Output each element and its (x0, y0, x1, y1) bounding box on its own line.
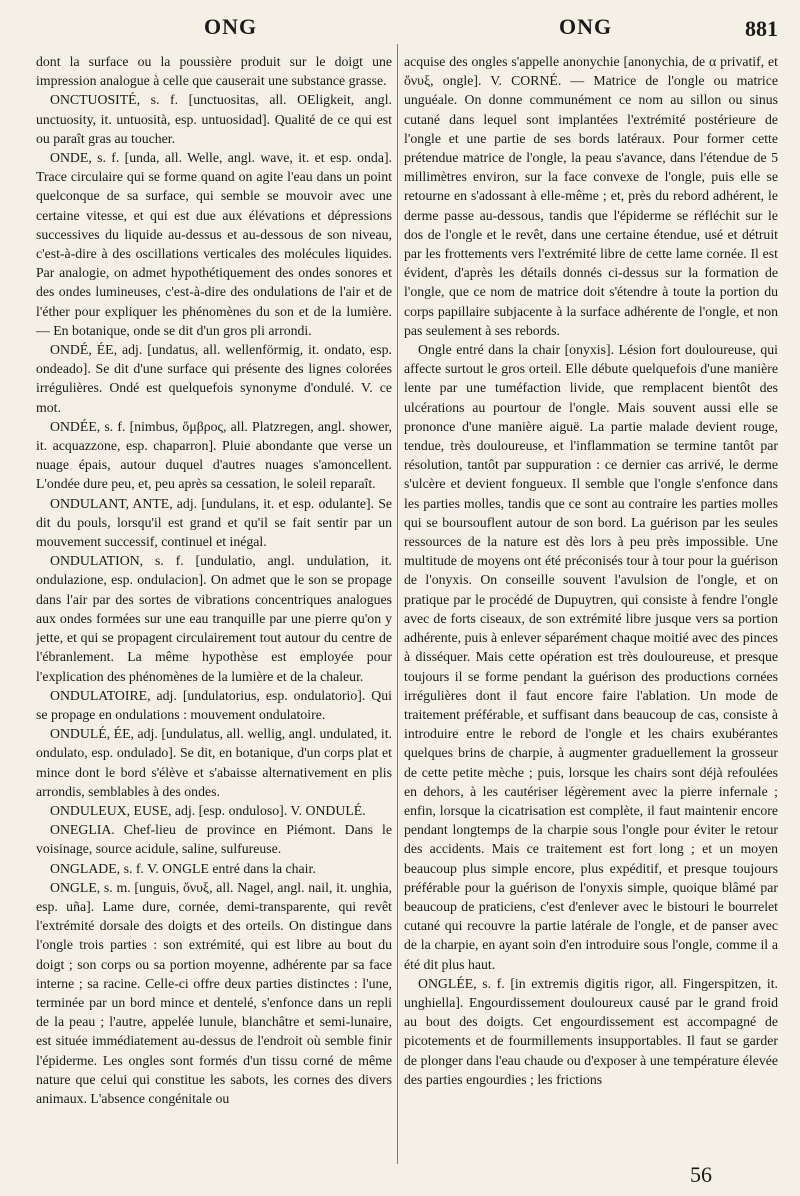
entry-onglade: ONGLADE, s. f. V. ONGLE entré dans la chair. (50, 860, 316, 876)
entry-ondee: ONDÉE, s. f. [nimbus, ὄμβρος, all. Platzregen, angl. shower, it. acquazzone, esp. chaparron]. Pluie abondante que verse un nuage épais, autour duquel d'autres nuages s'amoncellent. L'ondée dure peu, et, peu après sa cessation, le soleil reparaît. (36, 418, 392, 492)
right-column (404, 52, 778, 1196)
entry-onctuosite: ONCTUOSITÉ, s. f. [unctuositas, all. OEligkeit, angl. unctuosity, it. untuosità, esp. untuosidad]. Qualité de ce qui est ou paraît gras au toucher. (36, 92, 392, 146)
column-divider (397, 44, 398, 1164)
right-running-head: ONG (559, 14, 613, 39)
entry-ondule: ONDULÉ, ÉE, adj. [undulatus, all. wellig, angl. undulated, it. ondulato, esp. ondulado]. Se dit, en botanique, d'un corps plat et mince dont le bord s'élève et s'abaisse alternativement en plis arrondis, semblables à des ondes. (36, 726, 392, 799)
entry-ondulation: ONDULATION, s. f. [undulatio, angl. undulation, it. ondulazione, esp. ondulacion]. On admet que le son se propage dans l'air par des sortes de vibrations concentriques analogues aux ondes formées sur une eau tranquille par une pierre qu'on y jette, et qui se propagent circulairement tout autour du centre de l'ébranlement. La même hypothèse est employée pour l'explication des phénomènes de la lumière et de la chaleur. (36, 553, 392, 684)
entry-ondulatoire: ONDULATOIRE, adj. [undulatorius, esp. ondulatorio]. Qui se propage en ondulations : mouvement ondulatoire. (36, 687, 392, 722)
left-column (36, 52, 392, 1196)
page-number: 881 (745, 16, 778, 41)
entry-onde-adj: ONDÉ, ÉE, adj. [undatus, all. wellenförmig, it. ondato, esp. ondeado]. Se dit d'une surface qui présente des lignes colorées irrégulières. Ondé est quelquefois synonyme d'ondulé. V. ce mot. (36, 342, 392, 415)
entry-oneglia: ONEGLIA. Chef-lieu de province en Piémont. Dans le voisinage, source acidule, saline, sulfureuse. (36, 822, 392, 857)
entry-ondulant: ONDULANT, ANTE, adj. [undulans, it. et esp. odulante]. Se dit du pouls, lorsqu'il est grand et qu'il se fait sentir par un mouvement successif, continuel et inégal. (36, 495, 392, 550)
left-running-head: ONG (204, 14, 258, 39)
signature-mark: 56 (690, 1162, 712, 1187)
entry-onduleux: ONDULEUX, EUSE, adj. [esp. onduloso]. V. ONDULÉ. (50, 802, 366, 818)
entry-ongle: ONGLE, s. m. [unguis, ὄνυξ, all. Nagel, angl. nail, it. unghia, esp. uña]. Lame dure, cornée, demi-transparente, qui revêt l'extrémité dorsale des doigts et des orteils. On distingue dans l'ongle trois parties : son extrémité, qui est libre au bout du doigt ; son corps ou sa portion moyenne, adhérente par sa face interne ; sa racine. Celle-ci offre deux parties distinctes : l'une, terminée par un bord mince et dentelé, s'enfonce dans un repli de la peau ; l'autre, appelée lunule, blanchâtre et semi-lunaire, est située immédiatement au-dessus de l'endroit où semble finir l'épiderme. Les ongles sont formés d'un tissu corné de même nature que celui qui constitue les sabots, les cornes des divers animaux. L'absence congénitale ou (36, 879, 392, 1106)
paragraph: acquise des ongles s'appelle anonychie [anonychia, de α privatif, et ὄνυξ, ongle]. V. CORNÉ. — Matrice de l'ongle ou matrice unguéale. On donne communément ce nom au sillon ou sinus cutané dans lequel sont implantées l'extrémité postérieure de l'ongle et une partie de ses bords latéraux. Pour former cette prétendue matrice de l'ongle, la peau s'avance, dans l'étendue de 5 millimètres environ, sur la face convexe de l'ongle, puis elle se retourne en s'adossant à elle-même ; et, près du rebord adhérent, le derme passe au-dessous, tandis que l'épiderme se réfléchit sur le dos de l'ongle et le revêt, dans une certaine étendue, usé et détruit par les frottements vers l'extrémité libre de cette lame cornée. Il est évident, d'après les détails donnés ci-dessus sur la formation de l'ongle, que ce nom de matrice doit s'étendre à toute la portion du corps papillaire subjacente à la surface adhérente de l'ongle, et non pas seulement à ses rebords. (404, 54, 778, 338)
entry-onglee: ONGLÉE, s. f. [in extremis digitis rigor, all. Fingerspitzen, it. unghiella]. Engourdissement douloureux causé par le grand froid au bout des doigts. Cet engourdissement est accompagné de picotements et de fourmillements insupportables. Il faut se garder de plonger dans l'eau chaude ou d'exposer à une température élevée des parties engourdies ; les frictions (404, 975, 778, 1087)
paragraph: dont la surface ou la poussière produit sur le doigt une impression analogue à celle que causerait une substance grasse. (36, 54, 392, 89)
page-header (34, 10, 778, 50)
entry-onde: ONDE, s. f. [unda, all. Welle, angl. wave, it. et esp. onda]. Trace circulaire qui se forme quand on agite l'eau dans un point quelconque de sa surface, qui semble se mouvoir avec une certaine vitesse, et qui est due aux élévations et dépressions successives du liquide au-dessus et au-dessous de son niveau, c'est-à-dire à des oscillations verticales des molécules liquides. Par analogie, on admet hypothétiquement des ondes sonores et des ondes lumineuses, c'est-à-dire des ondulations de l'air et de l'éther pour expliquer les phénomènes du son et de la lumière. — En botanique, onde se dit d'un gros pli arrondi. (36, 150, 392, 338)
entry-ongle-entre: Ongle entré dans la chair [onyxis]. Lésion fort douloureuse, qui affecte surtout le gros orteil. Elle débute quelquefois d'une manière lente par une tuméfaction livide, que remplacent bientôt des ulcérations au pourtour de l'ongle. Mais souvent aussi elle se prononce d'une manière aiguë. La partie malade devient rouge, tendue, très douloureuse, et l'inflammation se termine tantôt par résolution, tantôt par suppuration : ce dernier cas arrivé, le derme s'ulcère et devient fongueux. Il semble que l'ongle s'enfonce dans les parties molles, tandis que ce sont au contraire les parties molles qui se boursouflent autour de son bord. La guérison par les seules ressources de la nature est dès lors à peu près impossible. Une multitude de moyens ont été préconisés tour à tour pour la guérison de l'onyxis. On conseille souvent l'avulsion de l'ongle, et on pratique par le procédé de Dupuytren, qui consiste à fendre l'ongle avec de forts ciseaux, de son extrémité libre jusque vers sa portion adhérente, puis à enlever séparément chaque moitié avec des pinces à disséquer. Mais cette opération est très douloureuse, et presque toujours il se forme pendant la guérison des productions cornées irrégulières dont il faut encore faire l'ablation. Un mode de traitement préférable, et suffisant dans beaucoup de cas, consiste à introduire entre le rebord de l'ongle et les chairs exubérantes quelques brins de charpie, à augmenter graduellement la grosseur de cette petite mèche ; puis, lorsque les chairs sont déjà refoulées en dehors, à les cautériser légèrement avec la pierre infernale ; enfin, lorsque la cicatrisation est complète, il faut maintenir encore pendant longtemps de la charpie sous l'ongle pour éviter le retour des accidents. Mais ce traitement est fort long ; et un moyen beaucoup plus simple encore, plus expéditif, et presque toujours préférable pour la guérison de l'onyxis simple, quoique blâmé par beaucoup de praticiens, c'est d'enlever avec le bistouri le bourrelet cutané qui recouvre la partie latérale de l'ongle, et de panser avec de la charpie, en ayant soin d'en introduire sous l'ongle, comme il a été dit plus haut. (404, 342, 778, 972)
